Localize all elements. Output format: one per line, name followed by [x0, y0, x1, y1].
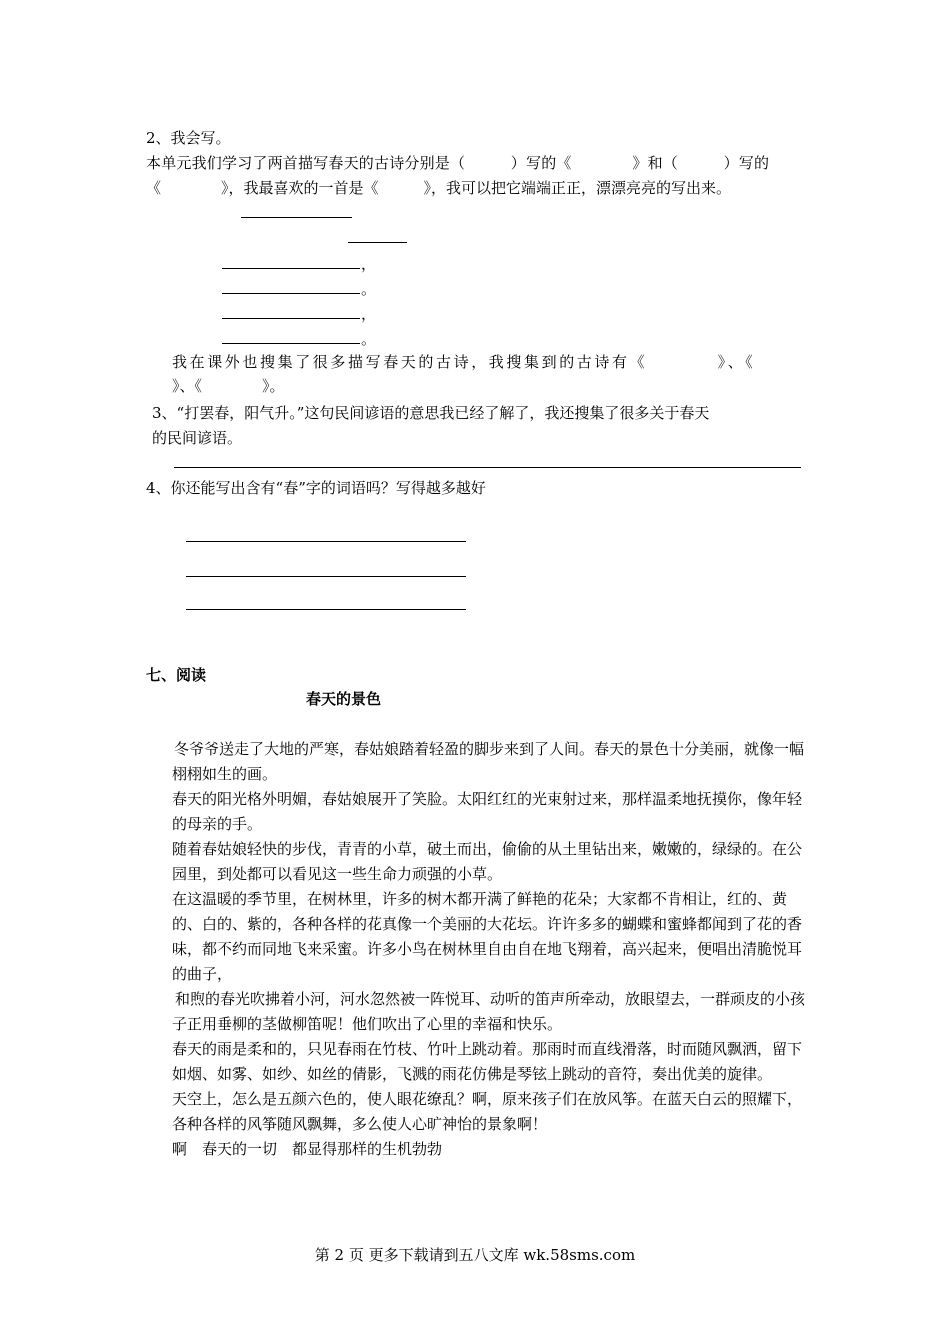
poem-line-punct-3: ，: [361, 305, 377, 323]
poem-author-blank[interactable]: [348, 242, 407, 243]
paragraph: 春天的阳光格外明媚，春姑娘展开了笑脸。太阳红红的光束射过来，那样温柔地抚摸你，像年轻的母亲的手。: [172, 790, 803, 833]
section2-line2: 《 》，我最喜欢的一首是《 》，我可以把它端端正正，漂漂亮亮的写出来。: [146, 179, 732, 197]
poem-line-punct-1: ，: [361, 255, 377, 273]
section2-heading: 2、我会写。: [146, 129, 231, 147]
word-answer-blank-1[interactable]: [186, 541, 466, 542]
poem-line-punct-4: 。: [361, 330, 377, 348]
poem-title-blank[interactable]: [241, 217, 352, 218]
paragraph: 天空上，怎么是五颜六色的，使人眼花缭乱？啊，原来孩子们在放风筝。在蓝天白云的照耀下，各种各样的风筝随风飘舞，多么使人心旷神怡的景象啊！: [172, 1090, 803, 1133]
extra-poems-line1: 我在课外也搜集了很多描写春天的古诗，我搜集到的古诗有《 》、《: [172, 353, 756, 371]
paragraph: 春天的雨是柔和的，只见春雨在竹枝、竹叶上跳动着。那雨时而直线滑落，时而随风飘洒，留下如烟、如雾、如纱、如丝的倩影，飞溅的雨花仿佛是琴铉上跳动的音符，奏出优美的旋律。: [172, 1040, 803, 1083]
word-answer-blank-2[interactable]: [186, 576, 466, 577]
poem-line-blank-3[interactable]: [222, 318, 360, 319]
section3-line2: 的民间谚语。: [152, 429, 243, 447]
paragraph: 和煦的春光吹拂着小河，河水忽然被一阵悦耳、动听的笛声所牵动，放眼望去，一群顽皮的小孩子正用垂柳的茎做柳笛呢！他们吹出了心里的幸福和快乐。: [172, 990, 806, 1033]
proverb-answer-blank[interactable]: [174, 467, 801, 468]
poem-line-blank-4[interactable]: [222, 343, 360, 344]
extra-poems-line2: 》、《 》。: [172, 377, 285, 395]
section4-question: 4、你还能写出含有“春”字的词语吗？写得越多越好: [146, 479, 486, 497]
poem-line-blank-2[interactable]: [222, 293, 360, 294]
word-answer-blank-3[interactable]: [186, 609, 466, 610]
paragraph: 随着春姑娘轻快的步伐，青青的小草，破土而出，偷偷的从土里钻出来，嫩嫩的，绿绿的。在公园里，到处都可以看见这一些生命力顽强的小草。: [172, 840, 803, 883]
paragraph: 在这温暖的季节里，在树林里，许多的树木都开满了鲜艳的花朵；大家都不肯相让，红的、黄的、白的、紫的，各种各样的花真像一个美丽的大花坛。许许多多的蝴蝶和蜜蜂都闻到了花的香味，都不约而同地飞来采蜜。许多小鸟在树林里自由自在地飞翔着，高兴起来，便唱出清脆悦耳的曲子，: [172, 890, 803, 983]
reading-passage: [172, 737, 806, 1162]
section7-heading: 七、阅读: [146, 666, 207, 684]
section2-line1: 本单元我们学习了两首描写春天的古诗分别是（ ）写的《 》和（ ）写的: [146, 154, 770, 172]
poem-line-blank-1[interactable]: [222, 268, 360, 269]
poem-line-punct-2: 。: [361, 280, 377, 298]
section3-line1: 3、“打罢春，阳气升。”这句民间谚语的意思我已经了解了，我还搜集了很多关于春天: [152, 404, 710, 422]
page-footer: 第 2 页 更多下载请到五八文库 wk.58sms.com: [314, 1246, 636, 1264]
paragraph: 冬爷爷送走了大地的严寒，春姑娘踏着轻盈的脚步来到了人间。春天的景色十分美丽，就像一幅栩栩如生的画。: [172, 740, 805, 783]
paragraph: 啊 春天的一切 都显得那样的生机勃勃: [172, 1140, 443, 1158]
reading-title: 春天的景色: [306, 690, 382, 708]
